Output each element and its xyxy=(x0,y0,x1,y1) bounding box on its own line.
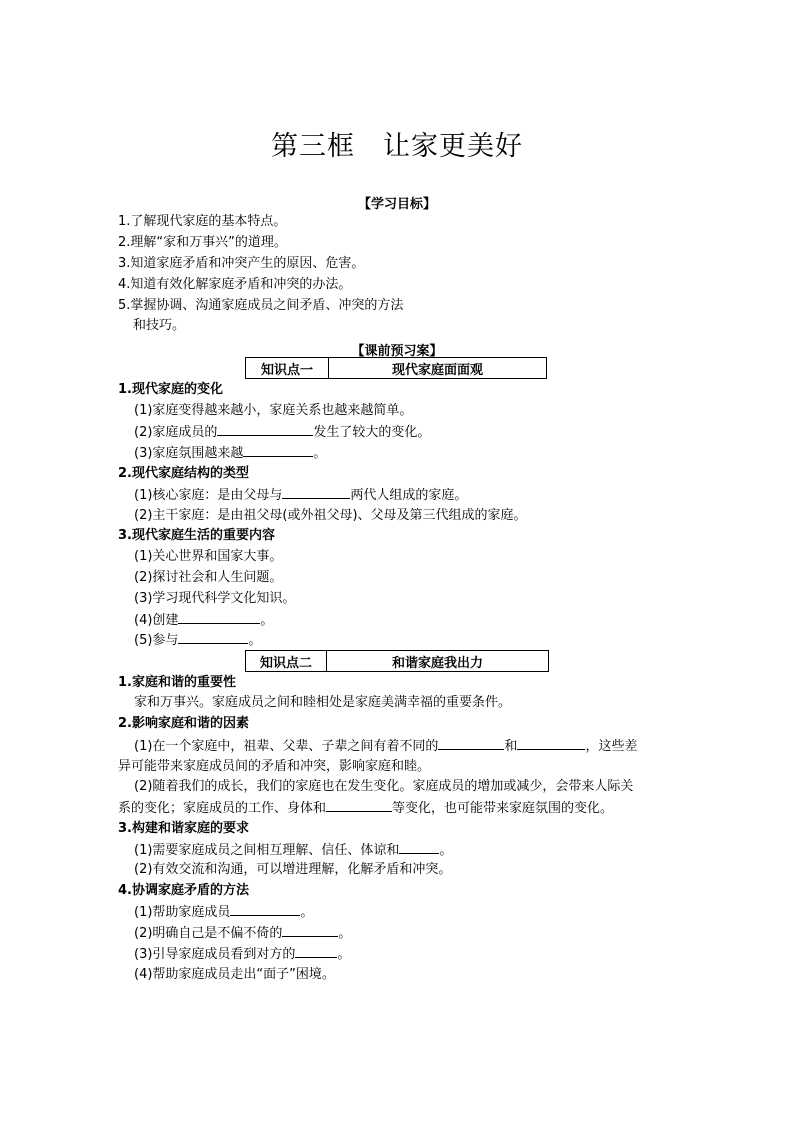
s1-line-2 xyxy=(134,424,430,441)
objective-item-5-cont: 和技巧。 xyxy=(133,318,186,333)
s1-line-3-text-a: (3)家庭氛围越来越 xyxy=(134,446,244,461)
knowledge-point-2-title: 和谐家庭我出力 xyxy=(391,655,483,671)
fill-blank[interactable] xyxy=(438,738,504,750)
s1-line-9 xyxy=(134,612,273,629)
s2-heading-1: 1.家庭和谐的重要性 xyxy=(118,675,236,690)
knowledge-point-1-label: 知识点一 xyxy=(246,358,329,378)
s2-line-8 xyxy=(134,904,313,921)
s1-line-6: (1)关心世界和国家大事。 xyxy=(134,549,283,564)
s2-line-7: (2)有效交流和沟通，可以增进理解，化解矛盾和冲突。 xyxy=(134,862,452,877)
s2-line-2-text-b: 和 xyxy=(504,739,518,754)
s2-line-2-text-a: (1)在一个家庭中，祖辈、父辈、子辈之间有着不同的 xyxy=(134,739,439,754)
fill-blank[interactable] xyxy=(326,800,392,812)
knowledge-point-2-box xyxy=(245,650,549,672)
s1-line-7: (2)探讨社会和人生问题。 xyxy=(134,570,283,585)
s2-line-8-text-b: 。 xyxy=(300,905,314,920)
fill-blank[interactable] xyxy=(282,487,350,499)
fill-blank[interactable] xyxy=(517,738,585,750)
s1-line-10-text-a: (5)参与 xyxy=(134,633,179,648)
s1-line-3 xyxy=(134,445,326,462)
s2-line-9-text-a: (2)明确自己是不偏不倚的 xyxy=(134,926,283,941)
s2-line-2 xyxy=(134,738,637,755)
s1-line-3-text-b: 。 xyxy=(313,446,327,461)
fill-blank[interactable] xyxy=(282,925,338,937)
fill-blank[interactable] xyxy=(243,445,313,457)
s1-line-5: (2)主干家庭：是由祖父母(或外祖父母)、父母及第三代组成的家庭。 xyxy=(134,508,527,523)
s2-line-11: (4)帮助家庭成员走出“面子”困境。 xyxy=(134,967,335,982)
s1-line-1: (1)家庭变得越来越小，家庭关系也越来越简单。 xyxy=(134,403,413,418)
objective-item-5: 5.掌握协调、沟通家庭成员之间矛盾、冲突的方法 xyxy=(118,298,404,313)
s2-line-4: (2)随着我们的成长，我们的家庭也在发生变化。家庭成员的增加或减少，会带来人际关 xyxy=(134,779,634,794)
fill-blank[interactable] xyxy=(295,946,337,958)
objective-item-4: 4.知道有效化解家庭矛盾和冲突的办法。 xyxy=(118,277,352,292)
s1-line-2-text-a: (2)家庭成员的 xyxy=(134,425,218,440)
fill-blank[interactable] xyxy=(217,424,313,436)
s1-line-8: (3)学习现代科学文化知识。 xyxy=(134,591,296,606)
objective-item-2: 2.理解“家和万事兴”的道理。 xyxy=(118,235,287,250)
s2-line-3: 异可能带来家庭成员间的矛盾和冲突，影响家庭和睦。 xyxy=(118,759,431,774)
s1-line-4 xyxy=(134,487,467,504)
s2-line-1: 家和万事兴。家庭成员之间和睦相处是家庭美满幸福的重要条件。 xyxy=(134,695,512,710)
objectives-heading: 【学习目标】 xyxy=(357,197,436,212)
s2-line-6-text-a: (1)需要家庭成员之间相互理解、信任、体谅和 xyxy=(134,843,400,858)
s2-line-10 xyxy=(134,946,350,963)
section-2-heading: 2.现代家庭结构的类型 xyxy=(118,466,249,481)
fill-blank[interactable] xyxy=(178,632,248,644)
s2-heading-4: 4.协调家庭矛盾的方法 xyxy=(118,883,249,898)
section-1-heading: 1.现代家庭的变化 xyxy=(118,382,223,397)
s2-line-9 xyxy=(134,925,351,942)
s2-line-6-text-b: 。 xyxy=(439,843,453,858)
s1-line-10 xyxy=(134,632,261,649)
s2-line-6 xyxy=(134,842,452,859)
fill-blank[interactable] xyxy=(178,612,260,624)
section-3-heading: 3.现代家庭生活的重要内容 xyxy=(118,528,275,543)
s1-line-9-text-a: (4)创建 xyxy=(134,613,179,628)
s1-line-9-text-b: 。 xyxy=(260,613,274,628)
s2-heading-3: 3.构建和谐家庭的要求 xyxy=(118,821,249,836)
s1-line-10-text-b: 。 xyxy=(248,633,262,648)
s2-line-5-text-a: 系的变化；家庭成员的工作、身体和 xyxy=(118,801,327,816)
s1-line-4-text-b: 两代人组成的家庭。 xyxy=(350,488,468,503)
knowledge-point-1-title: 现代家庭面面观 xyxy=(391,362,483,378)
knowledge-point-1-box xyxy=(245,357,547,379)
knowledge-point-2-label: 知识点二 xyxy=(246,651,327,671)
fill-blank[interactable] xyxy=(230,904,300,916)
s2-line-2-text-c: ，这些差 xyxy=(585,739,638,754)
s2-line-8-text-a: (1)帮助家庭成员 xyxy=(134,905,231,920)
s2-heading-2: 2.影响家庭和谐的因素 xyxy=(118,716,249,731)
page-title: 第三框 让家更美好 xyxy=(271,131,523,162)
preview-heading: 【课前预习案】 xyxy=(351,344,443,359)
objective-item-3: 3.知道家庭矛盾和冲突产生的原因、危害。 xyxy=(118,256,365,271)
fill-blank[interactable] xyxy=(399,842,439,854)
s1-line-4-text-a: (1)核心家庭：是由父母与 xyxy=(134,488,283,503)
s2-line-5 xyxy=(118,800,613,817)
s2-line-10-text-b: 。 xyxy=(337,947,351,962)
s1-line-2-text-b: 发生了较大的变化。 xyxy=(313,425,431,440)
s2-line-10-text-a: (3)引导家庭成员看到对方的 xyxy=(134,947,296,962)
s2-line-5-text-b: 等变化，也可能带来家庭氛围的变化。 xyxy=(392,801,614,816)
s2-line-9-text-b: 。 xyxy=(338,926,352,941)
objective-item-1: 1.了解现代家庭的基本特点。 xyxy=(118,214,287,229)
